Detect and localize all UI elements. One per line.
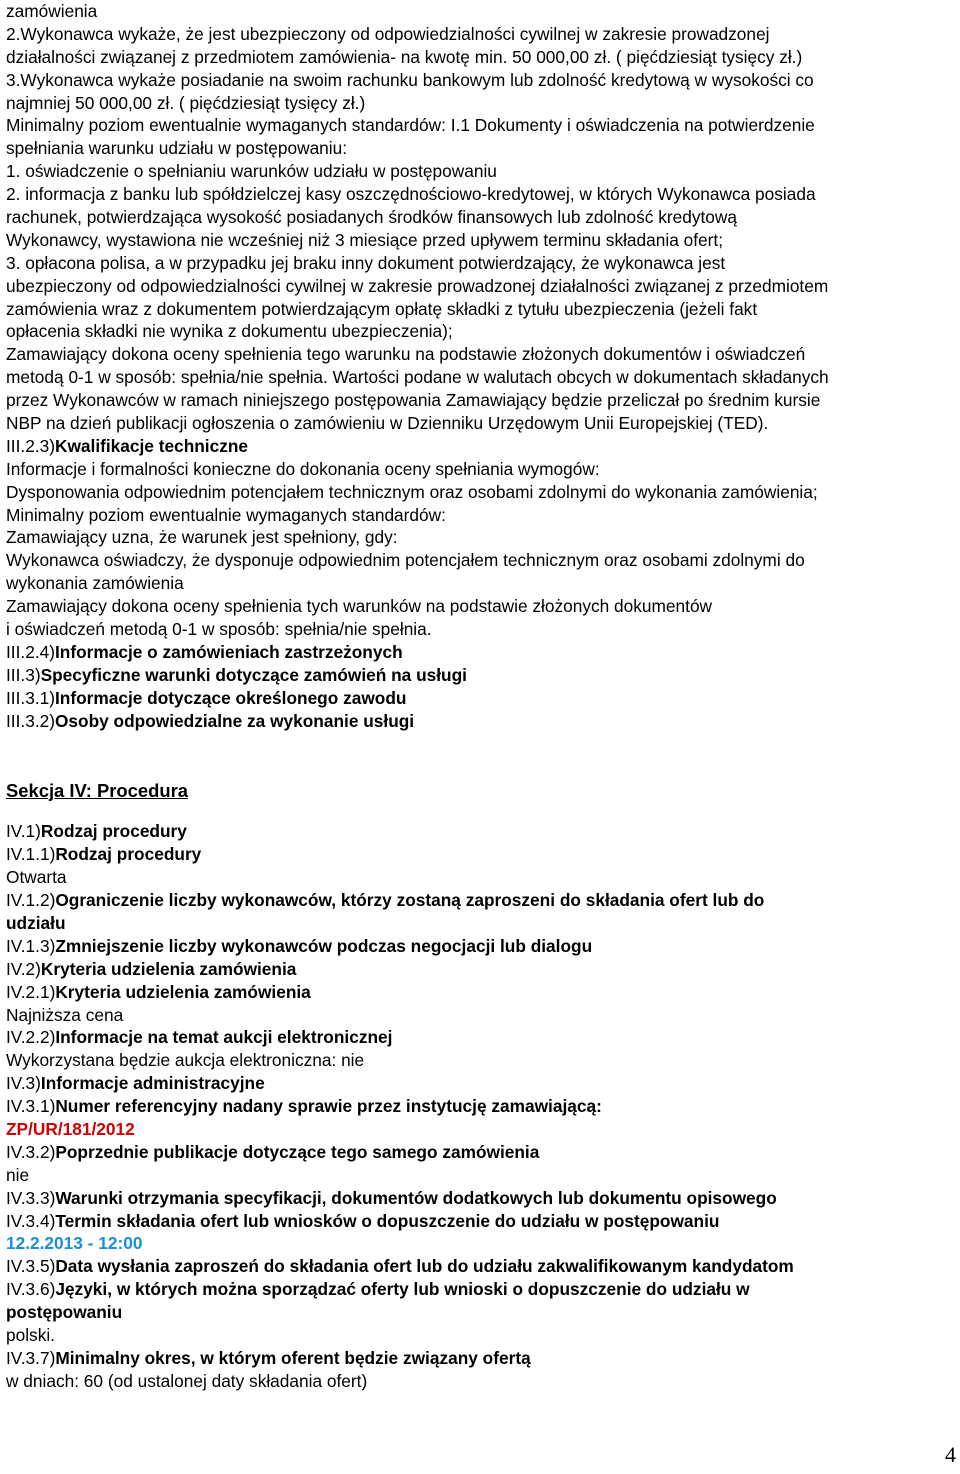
heading-III-3 bbox=[6, 664, 956, 687]
text-line: opłacenia składki nie wynika z dokumentu ubezpieczenia); bbox=[6, 321, 453, 342]
heading-number: III.3.2) bbox=[6, 710, 55, 731]
heading-number: IV.3.3) bbox=[6, 1187, 56, 1208]
text-line: rachunek, potwierdzająca wysokość posiadanych środków finansowych lub zdolność kredytową bbox=[6, 207, 737, 228]
heading-number: IV.2.2) bbox=[6, 1027, 56, 1048]
heading-number: IV.2) bbox=[6, 958, 41, 979]
section-heading bbox=[6, 780, 956, 803]
text-line: zamówienia bbox=[6, 1, 98, 21]
heading-III-2-3 bbox=[6, 435, 956, 458]
heading-IV-2-1 bbox=[6, 981, 956, 1004]
text-line: spełniania warunku udziału w postępowaniu: bbox=[6, 138, 348, 159]
heading-III-2-4 bbox=[6, 641, 956, 664]
heading-title: Zmniejszenie liczby wykonawców podczas negocjacji lub dialogu bbox=[55, 935, 593, 956]
heading-title: Numer referencyjny nadany sprawie przez instytucję zamawiającą: bbox=[55, 1096, 602, 1117]
heading-title: Minimalny okres, w którym oferent będzie związany ofertą bbox=[55, 1347, 531, 1368]
text-line: Zamawiający uzna, że warunek jest spełniony, gdy: bbox=[6, 527, 398, 548]
text-line: ubezpieczony od odpowiedzialności cywilnej w zakresie prowadzonej działalności związanej z przedmiotem bbox=[6, 275, 829, 296]
heading-title: Informacje dotyczące określonego zawodu bbox=[54, 687, 407, 708]
document-body bbox=[6, 0, 956, 1393]
heading-number: IV.3) bbox=[6, 1073, 41, 1094]
heading-IV-3-6 bbox=[6, 1278, 956, 1301]
heading-title: Osoby odpowiedzialne za wykonanie usługi bbox=[54, 710, 415, 731]
text-line: metodą 0-1 w sposób: spełnia/nie spełnia. Wartości podane w walutach obcych w dokumentach składanych bbox=[6, 367, 829, 388]
text-line: 2.Wykonawca wykaże, że jest ubezpieczony od odpowiedzialności cywilnej w zakresie prowadzonej bbox=[6, 23, 770, 44]
offer-validity-value: w dniach: 60 (od ustalonej daty składania ofert) bbox=[6, 1370, 368, 1391]
heading-number: IV.3.5) bbox=[6, 1256, 56, 1277]
text-line: Minimalny poziom ewentualnie wymaganych standardów: bbox=[6, 504, 446, 525]
heading-number: IV.1.3) bbox=[6, 935, 56, 956]
heading-IV-3-4 bbox=[6, 1210, 956, 1233]
heading-number: IV.1.1) bbox=[6, 844, 56, 865]
heading-number: III.2.3) bbox=[6, 435, 55, 456]
text-line: Zamawiający dokona oceny spełnienia tego warunku na podstawie złożonych dokumentów i oświadczeń bbox=[6, 344, 806, 365]
text-line: 3. opłacona polisa, a w przypadku jej braku inny dokument potwierdzający, że wykonawca jest bbox=[6, 252, 726, 273]
technical-qualification-text bbox=[6, 458, 956, 641]
heading-number: IV.1) bbox=[6, 821, 41, 842]
heading-title: Rodzaj procedury bbox=[40, 821, 187, 842]
heading-title: Języki, w których można sporządzać oferty lub wnioski o dopuszczenie do udziału w bbox=[55, 1279, 750, 1300]
heading-IV-1 bbox=[6, 820, 956, 843]
deadline-value: 12.2.2013 - 12:00 bbox=[6, 1233, 143, 1254]
text-line: Minimalny poziom ewentualnie wymaganych standardów: I.1 Dokumenty i oświadczenia na potwierdzenie bbox=[6, 115, 815, 136]
heading-IV-3-5 bbox=[6, 1255, 956, 1278]
text-line: Informacje i formalności konieczne do dokonania oceny spełniania wymogów: bbox=[6, 458, 600, 479]
heading-IV-1-2 bbox=[6, 889, 956, 912]
text-line: 3.Wykonawca wykaże posiadanie na swoim rachunku bankowym lub zdolność kredytową w wysokości co bbox=[6, 69, 814, 90]
text-line: wykonania zamówienia bbox=[6, 573, 184, 594]
heading-number: IV.3.2) bbox=[6, 1141, 56, 1162]
heading-title: Specyficzne warunki dotyczące zamówień na usługi bbox=[40, 664, 467, 685]
heading-IV-1-3 bbox=[6, 935, 956, 958]
text-line: Wykonawcy, wystawiona nie wcześniej niż 3 miesiące przed upływem terminu składania ofert; bbox=[6, 229, 723, 250]
heading-IV-2 bbox=[6, 958, 956, 981]
text-line: i oświadczeń metodą 0-1 w sposób: spełnia/nie spełnia. bbox=[6, 619, 432, 640]
electronic-auction-value: Wykorzystana będzie aukcja elektroniczna: nie bbox=[6, 1050, 365, 1071]
page-number: 4 bbox=[945, 1442, 956, 1467]
text-line: zamówienia wraz z dokumentem potwierdzającym opłatę składki z tytułu ubezpieczenia (jeżeli fakt bbox=[6, 298, 758, 319]
procurement-conditions-text bbox=[6, 0, 956, 435]
heading-number: III.3) bbox=[6, 664, 41, 685]
text-line: najmniej 50 000,00 zł. ( pięćdziesiąt tysięcy zł.) bbox=[6, 92, 366, 113]
heading-title: Kryteria udzielenia zamówienia bbox=[40, 958, 297, 979]
heading-number: IV.3.6) bbox=[6, 1279, 56, 1300]
heading-IV-1-1 bbox=[6, 843, 956, 866]
languages-value: polski. bbox=[6, 1324, 55, 1345]
heading-title: Ograniczenie liczby wykonawców, którzy zostaną zaproszeni do składania ofert lub do bbox=[55, 890, 765, 911]
heading-IV-3-2 bbox=[6, 1141, 956, 1164]
heading-number: IV.3.4) bbox=[6, 1210, 56, 1231]
heading-IV-2-2 bbox=[6, 1026, 956, 1049]
heading-number: IV.1.2) bbox=[6, 890, 56, 911]
text-line: 2. informacja z banku lub spółdzielczej kasy oszczędnościowo-kredytowej, w których Wykonawca posiada bbox=[6, 184, 816, 205]
heading-title: Informacje na temat aukcji elektronicznej bbox=[55, 1027, 393, 1048]
heading-III-3-1 bbox=[6, 687, 956, 710]
text-line: NBP na dzień publikacji ogłoszenia o zamówieniu w Dzienniku Urzędowym Unii Europejskiej (TED). bbox=[6, 413, 769, 434]
heading-title: Informacje administracyjne bbox=[40, 1073, 265, 1094]
heading-number: III.3.1) bbox=[6, 687, 55, 708]
heading-IV-3 bbox=[6, 1072, 956, 1095]
heading-III-3-2 bbox=[6, 710, 956, 733]
heading-title-continuation: udziału bbox=[6, 912, 66, 933]
award-criteria-value: Najniższa cena bbox=[6, 1004, 124, 1025]
procedure-type-value: Otwarta bbox=[6, 867, 67, 888]
text-line: Wykonawca oświadczy, że dysponuje odpowiednim potencjałem technicznym oraz osobami zdolnymi do bbox=[6, 550, 805, 571]
heading-number: IV.2.1) bbox=[6, 981, 56, 1002]
heading-title: Kwalifikacje techniczne bbox=[54, 435, 249, 456]
text-line: Zamawiający dokona oceny spełnienia tych warunków na podstawie złożonych dokumentów bbox=[6, 596, 713, 617]
heading-title: Informacje o zamówieniach zastrzeżonych bbox=[54, 641, 403, 662]
heading-title: Poprzednie publikacje dotyczące tego samego zamówienia bbox=[55, 1141, 540, 1162]
previous-publications-value: nie bbox=[6, 1164, 30, 1185]
text-line: Dysponowania odpowiednim potencjałem technicznym oraz osobami zdolnymi do wykonania zamówienia; bbox=[6, 481, 818, 502]
heading-IV-3-3 bbox=[6, 1187, 956, 1210]
heading-number: IV.3.7) bbox=[6, 1347, 56, 1368]
heading-title: Data wysłania zaproszeń do składania ofert lub do udziału zakwalifikowanym kandydatom bbox=[55, 1256, 794, 1277]
heading-number: IV.3.1) bbox=[6, 1096, 56, 1117]
reference-number-value: ZP/UR/181/2012 bbox=[6, 1118, 135, 1139]
heading-title: Termin składania ofert lub wniosków o dopuszczenie do udziału w postępowaniu bbox=[55, 1210, 720, 1231]
heading-IV-3-7 bbox=[6, 1347, 956, 1370]
heading-title: Kryteria udzielenia zamówienia bbox=[55, 981, 311, 1002]
heading-title: Rodzaj procedury bbox=[55, 844, 202, 865]
text-line: 1. oświadczenie o spełnianiu warunków udziału w postępowaniu bbox=[6, 161, 497, 182]
section-title: Sekcja IV: Procedura bbox=[6, 779, 188, 801]
text-line: działalności związanej z przedmiotem zamówienia- na kwotę min. 50 000,00 zł. ( pięćdziesiąt tysięcy zł.) bbox=[6, 46, 803, 67]
text-line: przez Wykonawców w ramach niniejszego postępowania Zamawiający będzie przeliczał po średnim kursie bbox=[6, 390, 821, 411]
heading-title-continuation: postępowaniu bbox=[6, 1302, 123, 1323]
heading-number: III.2.4) bbox=[6, 641, 55, 662]
heading-IV-3-1 bbox=[6, 1095, 956, 1118]
heading-title: Warunki otrzymania specyfikacji, dokumentów dodatkowych lub dokumentu opisowego bbox=[55, 1187, 777, 1208]
